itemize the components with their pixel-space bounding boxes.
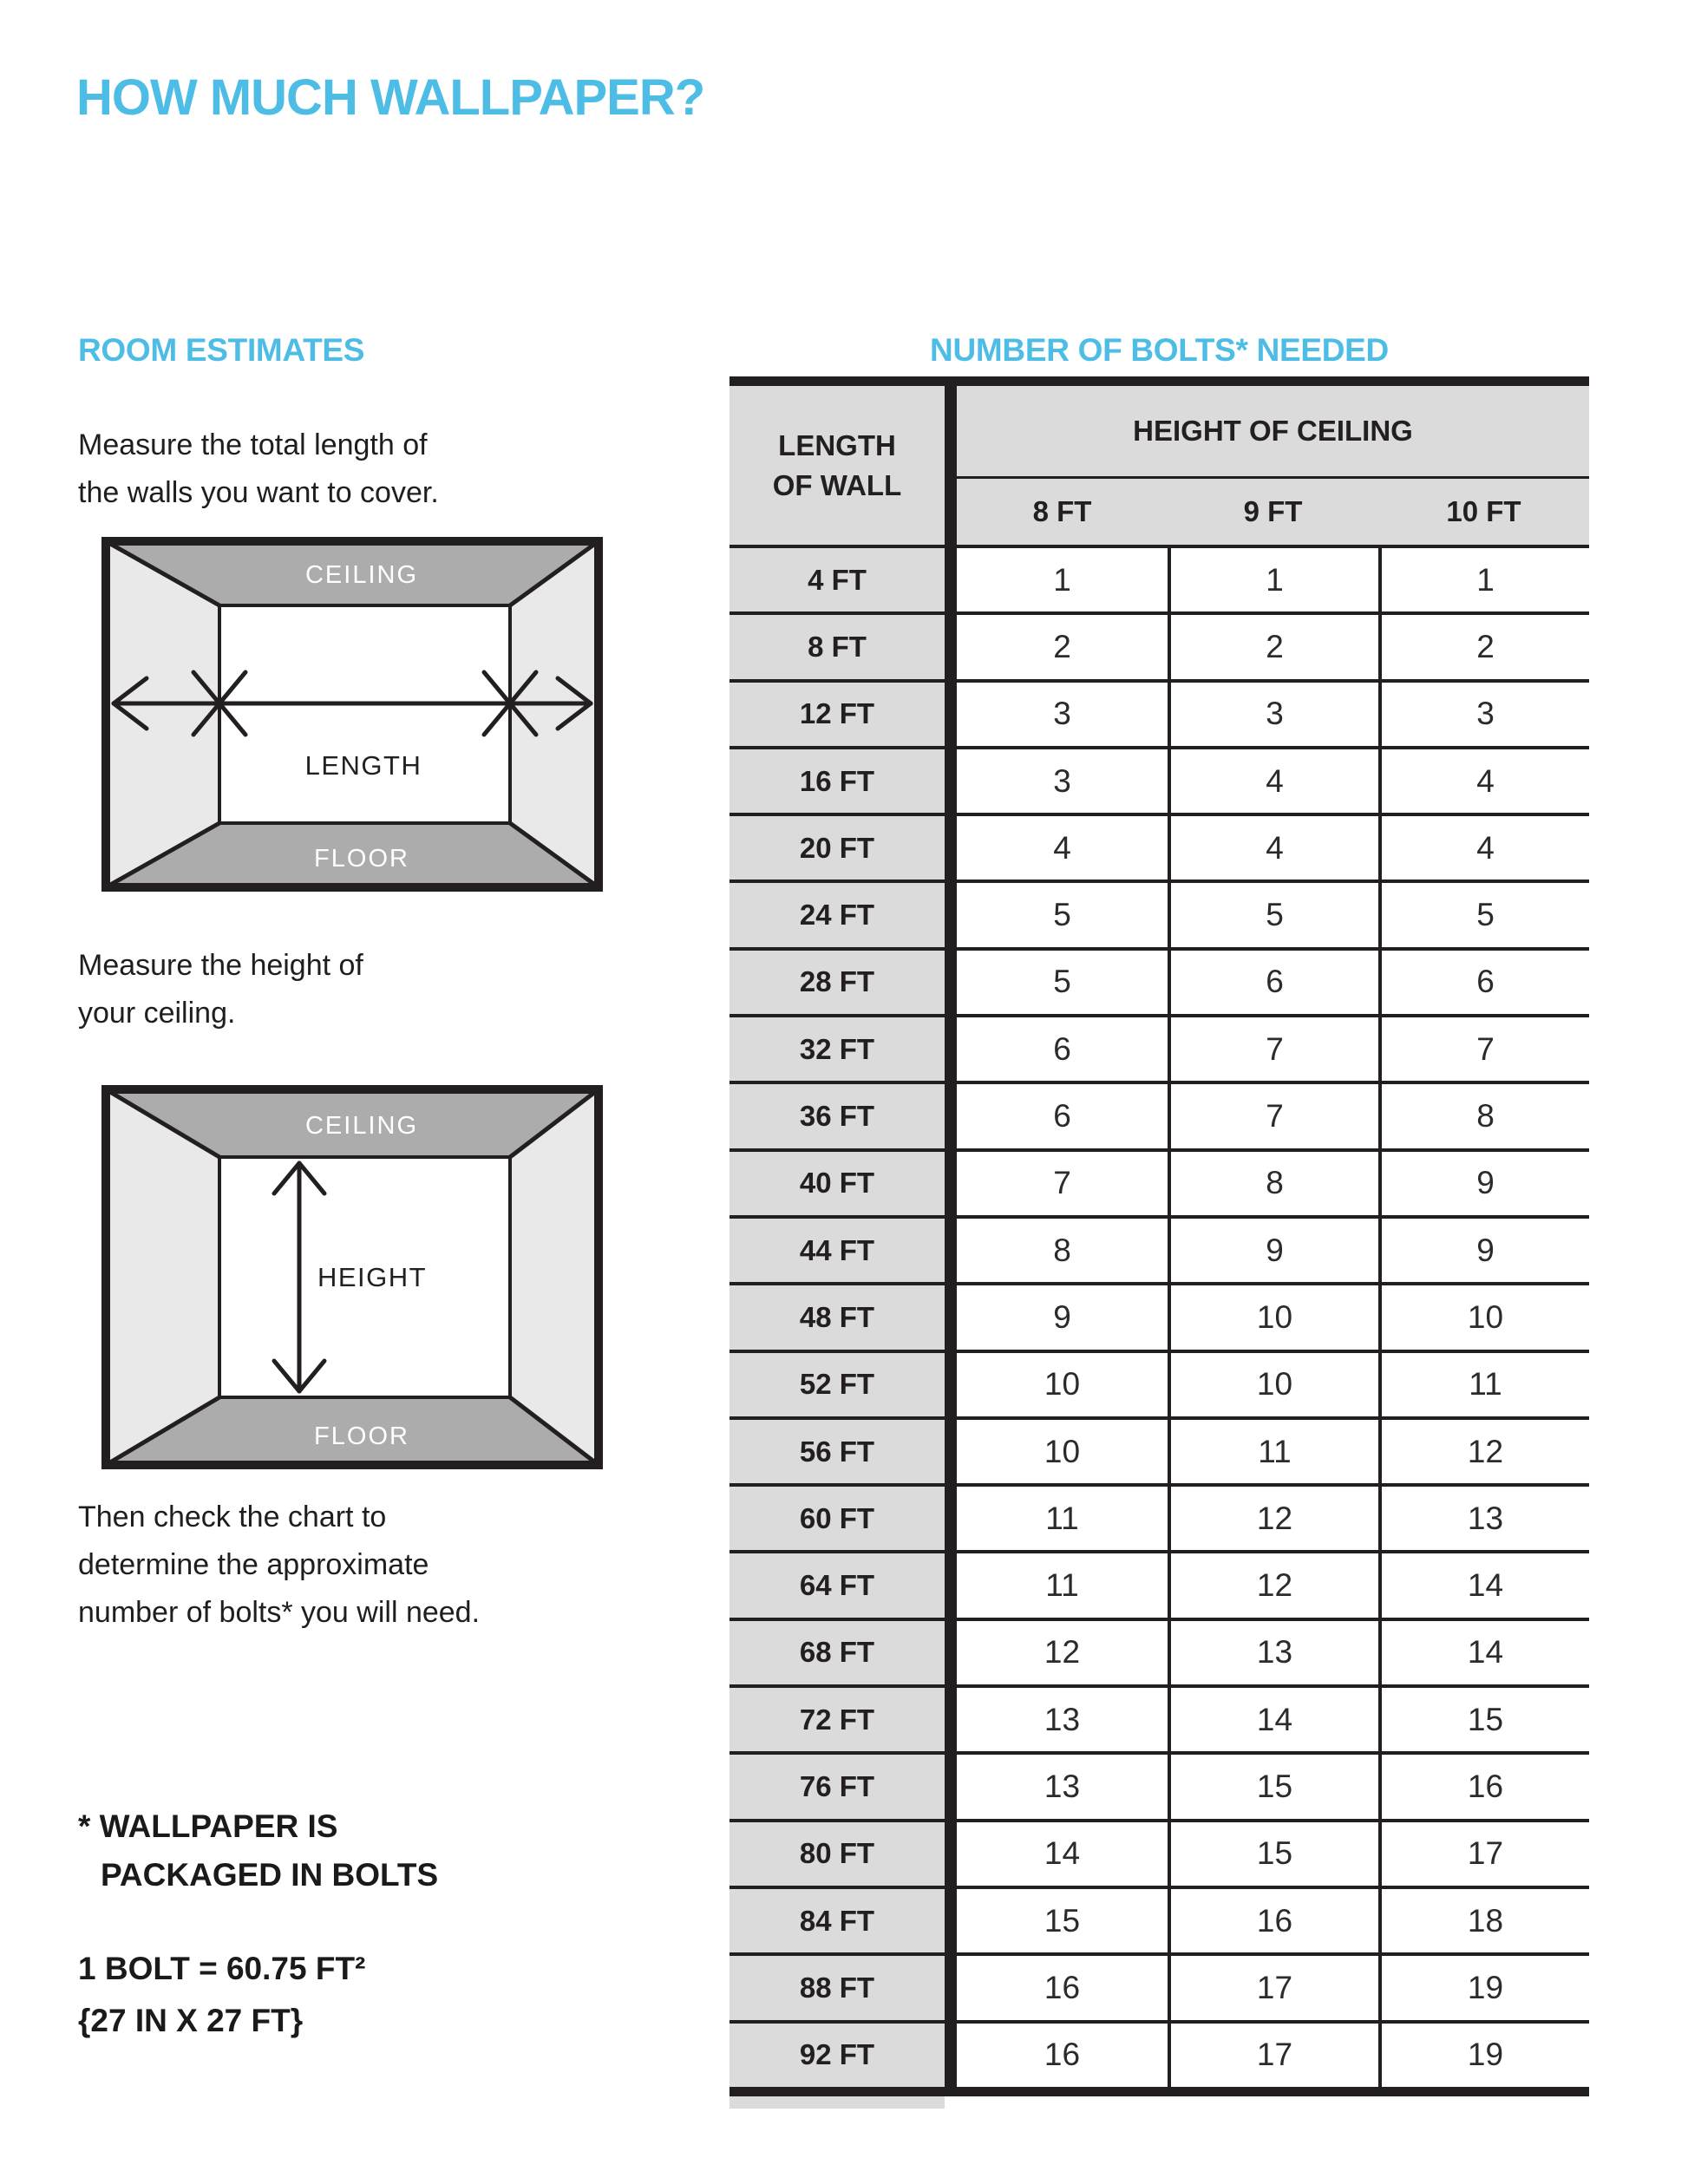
bolt-count-cell: 3 bbox=[1168, 683, 1378, 746]
row-length-label: 60 FT bbox=[730, 1487, 945, 1550]
row-length-label: 20 FT bbox=[730, 816, 945, 879]
table-row bbox=[730, 1618, 1589, 1684]
room-height-diagram bbox=[101, 1085, 603, 1469]
table-row bbox=[730, 813, 1589, 879]
bolt-count-cell: 9 bbox=[1053, 1298, 1071, 1335]
row-length-label: 88 FT bbox=[730, 1956, 945, 2019]
ceiling-label: CEILING bbox=[304, 1112, 419, 1140]
row-length-label: 56 FT bbox=[730, 1420, 945, 1483]
row-length-label: 40 FT bbox=[730, 1152, 945, 1215]
column-divider bbox=[945, 1621, 957, 1684]
column-divider bbox=[945, 615, 957, 678]
table-row bbox=[730, 1416, 1589, 1483]
bolt-count-cell: 1 bbox=[1168, 548, 1378, 611]
column-label-10ft: 10 FT bbox=[1446, 495, 1521, 527]
table-row bbox=[730, 1215, 1589, 1282]
bolt-count-cell: 14 bbox=[1044, 1835, 1081, 1872]
bolt-count-cell: 5 bbox=[1053, 897, 1071, 933]
table-rows bbox=[730, 545, 1589, 2087]
row-length-label: 36 FT bbox=[730, 1084, 945, 1148]
bolt-count-cell: 10 bbox=[1378, 1285, 1589, 1349]
table-row bbox=[730, 2020, 1589, 2087]
bolt-count-cell: 7 bbox=[1378, 1017, 1589, 1081]
bolt-count-cell: 13 bbox=[1168, 1621, 1378, 1684]
bolts-needed-heading: NUMBER OF BOLTS* NEEDED bbox=[930, 332, 1389, 368]
row-header-line: LENGTH bbox=[778, 428, 896, 461]
column-divider bbox=[945, 1553, 957, 1617]
table-row bbox=[730, 545, 1589, 611]
instruction-measure-height bbox=[78, 942, 363, 1037]
bolt-count-cell: 8 bbox=[1168, 1152, 1378, 1215]
table-row bbox=[730, 1081, 1589, 1148]
bolt-count-cell: 8 bbox=[1053, 1232, 1071, 1268]
bolts-table bbox=[730, 376, 1589, 2109]
table-row bbox=[730, 1952, 1589, 2019]
column-divider bbox=[945, 1353, 957, 1416]
bolt-count-cell: 11 bbox=[1045, 1567, 1079, 1604]
column-labels bbox=[957, 479, 1589, 545]
column-divider bbox=[945, 1487, 957, 1550]
row-length-label: 44 FT bbox=[730, 1219, 945, 1282]
bolt-count-cell: 12 bbox=[1044, 1634, 1081, 1671]
bolt-count-cell: 18 bbox=[1378, 1889, 1589, 1952]
text-line: number of bolts* you will need. bbox=[78, 1596, 481, 1630]
bolt-count-cell: 10 bbox=[1044, 1366, 1081, 1403]
table-top-border bbox=[730, 376, 1589, 386]
text-line: * WALLPAPER IS bbox=[78, 1808, 338, 1844]
bolt-count-cell: 9 bbox=[1168, 1219, 1378, 1282]
bolt-count-cell: 4 bbox=[1378, 816, 1589, 879]
bolt-count-cell: 10 bbox=[1168, 1353, 1378, 1416]
table-row bbox=[730, 679, 1589, 746]
column-divider bbox=[945, 749, 957, 813]
bolt-count-cell: 2 bbox=[1378, 615, 1589, 678]
table-row bbox=[730, 1819, 1589, 1886]
table-row bbox=[730, 1014, 1589, 1081]
height-label: HEIGHT bbox=[317, 1262, 428, 1292]
page-title: HOW MUCH WALLPAPER? bbox=[76, 69, 705, 126]
bolt-count-cell: 16 bbox=[1044, 2037, 1081, 2073]
table-row bbox=[730, 1282, 1589, 1349]
column-divider bbox=[945, 1285, 957, 1349]
row-length-label: 8 FT bbox=[730, 615, 945, 678]
column-divider bbox=[945, 816, 957, 879]
text-line: Then check the chart to bbox=[78, 1501, 387, 1533]
bolt-count-cell: 5 bbox=[1378, 883, 1589, 946]
bolt-count-cell: 14 bbox=[1378, 1621, 1589, 1684]
row-length-label: 72 FT bbox=[730, 1688, 945, 1751]
row-length-label: 24 FT bbox=[730, 883, 945, 946]
bolt-count-cell: 19 bbox=[1378, 1956, 1589, 2019]
table-row bbox=[730, 947, 1589, 1014]
column-divider bbox=[945, 1084, 957, 1148]
bolt-count-cell: 6 bbox=[1053, 1030, 1071, 1067]
bolt-count-cell: 7 bbox=[1053, 1165, 1071, 1201]
bolt-count-cell: 7 bbox=[1168, 1017, 1378, 1081]
column-divider bbox=[945, 683, 957, 746]
row-length-label: 80 FT bbox=[730, 1822, 945, 1886]
bolt-size-note bbox=[78, 1943, 365, 2047]
bolt-count-cell: 1 bbox=[1378, 548, 1589, 611]
bolt-count-cell: 11 bbox=[1045, 1500, 1079, 1536]
table-row bbox=[730, 1350, 1589, 1416]
row-length-label: 16 FT bbox=[730, 749, 945, 813]
bolt-count-cell: 11 bbox=[1168, 1420, 1378, 1483]
row-length-label: 52 FT bbox=[730, 1353, 945, 1416]
column-divider bbox=[945, 1956, 957, 2019]
text-line: your ceiling. bbox=[78, 997, 236, 1030]
column-divider bbox=[945, 951, 957, 1014]
table-row bbox=[730, 879, 1589, 946]
column-divider bbox=[945, 1420, 957, 1483]
row-length-label: 68 FT bbox=[730, 1621, 945, 1684]
bolt-count-cell: 17 bbox=[1378, 1822, 1589, 1886]
table-row bbox=[730, 1684, 1589, 1751]
column-divider bbox=[945, 2024, 957, 2087]
column-divider bbox=[945, 883, 957, 946]
row-length-label: 4 FT bbox=[730, 548, 945, 611]
bolt-count-cell: 10 bbox=[1044, 1433, 1081, 1469]
bolt-count-cell: 14 bbox=[1168, 1688, 1378, 1751]
back-wall bbox=[219, 605, 510, 823]
bolt-count-cell: 12 bbox=[1168, 1553, 1378, 1617]
bolt-count-cell: 4 bbox=[1378, 749, 1589, 813]
bolt-count-cell: 15 bbox=[1168, 1755, 1378, 1818]
bolt-count-cell: 13 bbox=[1044, 1768, 1081, 1804]
table-row bbox=[730, 1550, 1589, 1617]
bolt-count-cell: 9 bbox=[1378, 1152, 1589, 1215]
text-line: determine the approximate bbox=[78, 1548, 429, 1582]
row-length-label: 28 FT bbox=[730, 951, 945, 1014]
row-length-label: 32 FT bbox=[730, 1017, 945, 1081]
bolt-count-cell: 3 bbox=[1053, 696, 1071, 732]
column-divider bbox=[945, 548, 957, 611]
bolt-count-cell: 9 bbox=[1378, 1219, 1589, 1282]
column-divider bbox=[945, 1688, 957, 1751]
text-line: the walls you want to cover. bbox=[78, 476, 439, 510]
column-divider bbox=[945, 1889, 957, 1952]
column-group-label: HEIGHT OF CEILING bbox=[957, 386, 1589, 479]
bolt-count-cell: 17 bbox=[1168, 1956, 1378, 2019]
bolt-count-cell: 15 bbox=[1168, 1822, 1378, 1886]
row-length-label: 12 FT bbox=[730, 683, 945, 746]
bolt-count-cell: 13 bbox=[1044, 1701, 1081, 1737]
text-line: Measure the height of bbox=[78, 949, 363, 982]
bolt-count-cell: 11 bbox=[1378, 1353, 1589, 1416]
bolt-count-cell: 1 bbox=[1053, 561, 1071, 598]
row-length-label: 64 FT bbox=[730, 1553, 945, 1617]
row-length-label: 76 FT bbox=[730, 1755, 945, 1818]
table-bottom-border bbox=[730, 2087, 1589, 2096]
table-row bbox=[730, 611, 1589, 678]
length-label: LENGTH bbox=[304, 750, 422, 781]
column-divider bbox=[945, 1822, 957, 1886]
column-label-8ft: 8 FT bbox=[1032, 495, 1092, 527]
bolt-count-cell: 2 bbox=[1053, 628, 1071, 664]
bolt-count-cell: 7 bbox=[1168, 1084, 1378, 1148]
row-header-cell bbox=[730, 386, 945, 545]
instruction-measure-length bbox=[78, 422, 439, 517]
column-divider bbox=[945, 1219, 957, 1282]
column-divider bbox=[945, 1152, 957, 1215]
bolt-count-cell: 15 bbox=[1378, 1688, 1589, 1751]
room-length-diagram bbox=[101, 537, 603, 892]
bolt-count-cell: 13 bbox=[1378, 1487, 1589, 1550]
bolt-count-cell: 6 bbox=[1378, 951, 1589, 1014]
label-column-stub bbox=[730, 2096, 945, 2109]
text-line: 1 BOLT = 60.75 FT² bbox=[78, 1951, 366, 1986]
instruction-check-chart bbox=[78, 1494, 480, 1637]
column-label-9ft: 9 FT bbox=[1243, 495, 1303, 527]
floor-label: FLOOR bbox=[314, 845, 409, 873]
bolt-count-cell: 16 bbox=[1378, 1755, 1589, 1818]
floor-label: FLOOR bbox=[314, 1422, 409, 1450]
bolt-count-cell: 14 bbox=[1378, 1553, 1589, 1617]
text-line: Measure the total length of bbox=[78, 428, 428, 461]
column-divider bbox=[945, 1755, 957, 1818]
table-row bbox=[730, 746, 1589, 813]
bolt-count-cell: 2 bbox=[1168, 615, 1378, 678]
bolt-count-cell: 17 bbox=[1168, 2024, 1378, 2087]
table-row bbox=[730, 1751, 1589, 1818]
bolt-count-cell: 15 bbox=[1044, 1902, 1081, 1939]
bolt-count-cell: 16 bbox=[1044, 1969, 1081, 2005]
bolts-footnote bbox=[78, 1802, 438, 1899]
column-header-cell bbox=[957, 386, 1589, 545]
bolt-count-cell: 19 bbox=[1378, 2024, 1589, 2087]
bolt-count-cell: 4 bbox=[1168, 816, 1378, 879]
table-row bbox=[730, 1483, 1589, 1550]
row-header-line: OF WALL bbox=[772, 468, 902, 501]
row-length-label: 92 FT bbox=[730, 2024, 945, 2087]
bolt-count-cell: 4 bbox=[1053, 829, 1071, 866]
header-divider bbox=[945, 386, 957, 545]
bolt-count-cell: 4 bbox=[1168, 749, 1378, 813]
row-length-label: 84 FT bbox=[730, 1889, 945, 1952]
bolt-count-cell: 6 bbox=[1053, 1098, 1071, 1135]
bolt-count-cell: 16 bbox=[1168, 1889, 1378, 1952]
text-line: {27 IN X 27 FT} bbox=[78, 2002, 304, 2038]
bolt-count-cell: 10 bbox=[1168, 1285, 1378, 1349]
bolt-count-cell: 6 bbox=[1168, 951, 1378, 1014]
bolt-count-cell: 8 bbox=[1378, 1084, 1589, 1148]
room-estimates-heading: ROOM ESTIMATES bbox=[78, 332, 365, 368]
table-header bbox=[730, 386, 1589, 545]
bolt-count-cell: 3 bbox=[1378, 683, 1589, 746]
bolt-count-cell: 3 bbox=[1053, 762, 1071, 799]
bolt-count-cell: 12 bbox=[1378, 1420, 1589, 1483]
row-length-label: 48 FT bbox=[730, 1285, 945, 1349]
text-line: PACKAGED IN BOLTS bbox=[101, 1856, 439, 1893]
bolt-count-cell: 5 bbox=[1053, 964, 1071, 1000]
bolt-count-cell: 5 bbox=[1168, 883, 1378, 946]
ceiling-label: CEILING bbox=[304, 561, 419, 589]
bolt-count-cell: 12 bbox=[1168, 1487, 1378, 1550]
table-row bbox=[730, 1148, 1589, 1215]
table-row bbox=[730, 1886, 1589, 1952]
column-divider bbox=[945, 1017, 957, 1081]
